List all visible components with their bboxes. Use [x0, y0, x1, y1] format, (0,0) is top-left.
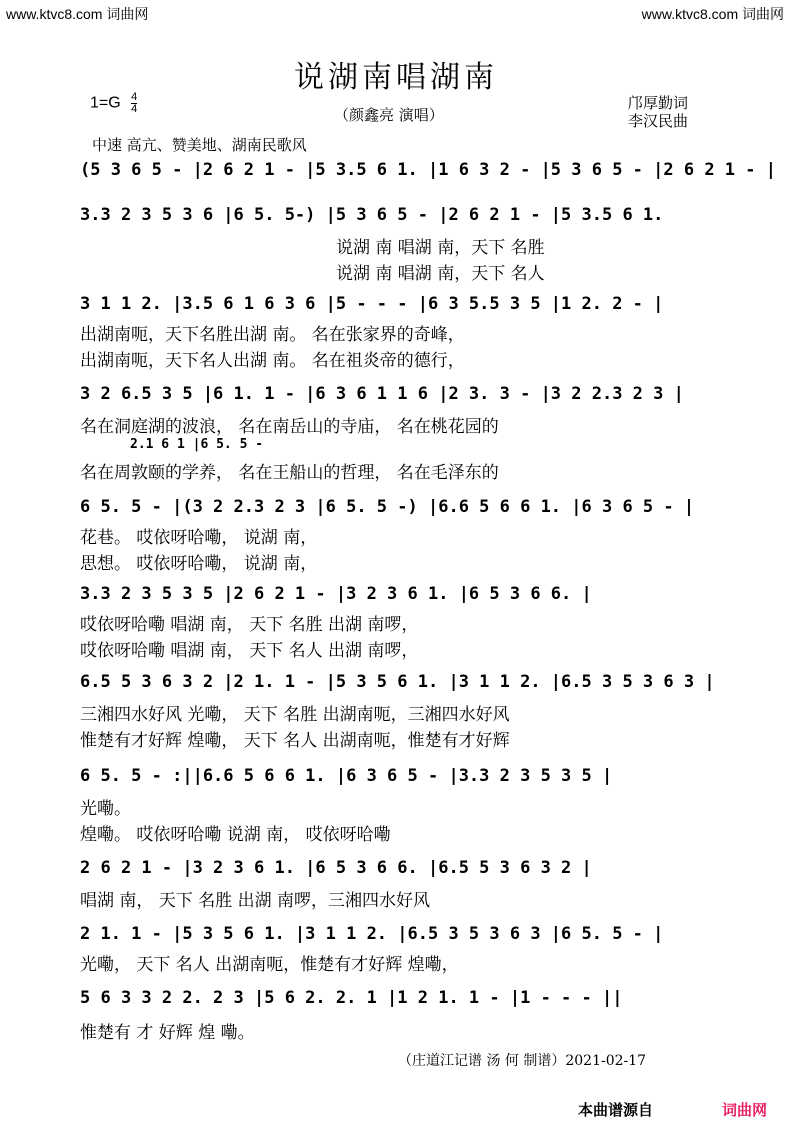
score-line-6-notes: 6 5. 5 - |(3 2 2.3 2 3 |6 5. 5 -) |6.6 5 6 6 1. |6 3 6 5 - |	[80, 497, 695, 517]
transcription-credit: （庄道江记谱 汤 何 制谱）2021-02-17	[398, 1053, 647, 1069]
score-line-5-notes: 2.1 6 1 |6 5. 5 -	[130, 437, 264, 452]
score-line-7-lyric-1: 哎依呀哈嘞 唱湖 南， 天下 名胜 出湖 南啰，	[80, 615, 419, 635]
score-line-9-lyric-2: 煌嘞。 哎依呀哈嘞 说湖 南， 哎依呀哈嘞	[80, 825, 391, 845]
score-line-2-notes: 3.3 2 3 5 3 6 |6 5. 5-) |5 3 6 5 - |2 6 2 1 - |5 3.5 6 1.	[80, 205, 664, 225]
time-signature	[131, 92, 137, 115]
time-sig-bottom: 4	[131, 103, 138, 115]
score-line-5-lyric-1: 名在周敦颐的学养， 名在王船山的哲理， 名在毛泽东的	[80, 463, 499, 483]
score-line-12-notes: 5 6 3 3 2 2. 2 3 |5 6 2. 2. 1 |1 2 1. 1 - |1 - - - ||	[80, 988, 623, 1008]
score-line-3-notes: 3 1 1 2. |3.5 6 1 6 3 6 |5 - - - |6 3 5.5 3 5 |1 2. 2 - |	[80, 294, 664, 314]
score-line-9-notes: 6 5. 5 - :||6.6 5 6 6 1. |6 3 6 5 - |3.3 2 3 5 3 5 |	[80, 766, 613, 786]
score-line-10-lyric-1: 唱湖 南， 天下 名胜 出湖 南啰，三湘四水好风	[80, 891, 431, 911]
score-line-3-lyric-1: 出湖南呃，天下名胜出湖 南。 名在张家界的奇峰，	[80, 325, 465, 345]
score-line-8-lyric-1: 三湘四水好风 光嘞， 天下 名胜 出湖南呃，三湘四水好风	[80, 705, 510, 725]
score-line-7-lyric-2: 哎依呀哈嘞 唱湖 南， 天下 名人 出湖 南啰，	[80, 641, 419, 661]
score-line-6-lyric-2: 思想。 哎依呀哈嘞， 说湖 南，	[80, 554, 318, 574]
score-line-8-lyric-2: 惟楚有才好辉 煌嘞， 天下 名人 出湖南呃，惟楚有才好辉	[80, 731, 510, 751]
footer-site-name: 词曲网	[722, 1101, 768, 1119]
score-line-4-notes: 3 2 6.5 3 5 |6 1. 1 - |6 3 6 1 1 6 |2 3. 3 - |3 2 2.3 2 3 |	[80, 384, 684, 404]
score-line-1-notes: (5 3 6 5 - |2 6 2 1 - |5 3.5 6 1. |1 6 3 2 - |5 3 6 5 - |2 6 2 1 - |	[80, 160, 776, 180]
performer: （颜鑫亮 演唱）	[334, 106, 444, 124]
score-line-2-lyric-2: 说湖 南 唱湖 南，天下 名人	[336, 264, 545, 284]
score-line-10-notes: 2 6 2 1 - |3 2 3 6 1. |6 5 3 6 6. |6.5 5 3 6 3 2 |	[80, 858, 592, 878]
score-line-4-lyric-1: 名在洞庭湖的波浪， 名在南岳山的寺庙， 名在桃花园的	[80, 417, 499, 437]
composer: 李汉民曲	[628, 112, 689, 130]
key-label: 1=G	[90, 94, 121, 112]
score-line-3-lyric-2: 出湖南呃，天下名人出湖 南。 名在祖炎帝的德行，	[80, 351, 465, 371]
score-line-2-lyric-1: 说湖 南 唱湖 南，天下 名胜	[336, 238, 545, 258]
tempo-marking: 中速 高亢、赞美地、湖南民歌风	[92, 136, 307, 154]
score-line-12-lyric-1: 惟楚有 才 好辉 煌 嘞。	[80, 1023, 255, 1043]
score-line-11-lyric-1: 光嘞， 天下 名人 出湖南呃，惟楚有才好辉 煌嘞，	[80, 955, 459, 975]
time-sig-top: 4	[131, 91, 138, 103]
key-signature	[90, 92, 137, 115]
lyricist: 邝厚勤词	[628, 94, 689, 112]
watermark-right: www.ktvc8.com 词曲网	[641, 6, 784, 22]
score-line-8-notes: 6.5 5 3 6 3 2 |2 1. 1 - |5 3 5 6 1. |3 1 1 2. |6.5 3 5 3 6 3 |	[80, 672, 715, 692]
watermark-left: www.ktvc8.com 词曲网	[6, 6, 149, 22]
footer-source-label: 本曲谱源自	[578, 1101, 654, 1119]
song-title: 说湖南唱湖南	[294, 60, 498, 95]
score-line-6-lyric-1: 花巷。 哎依呀哈嘞， 说湖 南，	[80, 528, 318, 548]
score-line-7-notes: 3.3 2 3 5 3 5 |2 6 2 1 - |3 2 3 6 1. |6 5 3 6 6. |	[80, 584, 592, 604]
score-line-9-lyric-1: 光嘞。	[80, 799, 131, 819]
score-line-11-notes: 2 1. 1 - |5 3 5 6 1. |3 1 1 2. |6.5 3 5 3 6 3 |6 5. 5 - |	[80, 924, 664, 944]
